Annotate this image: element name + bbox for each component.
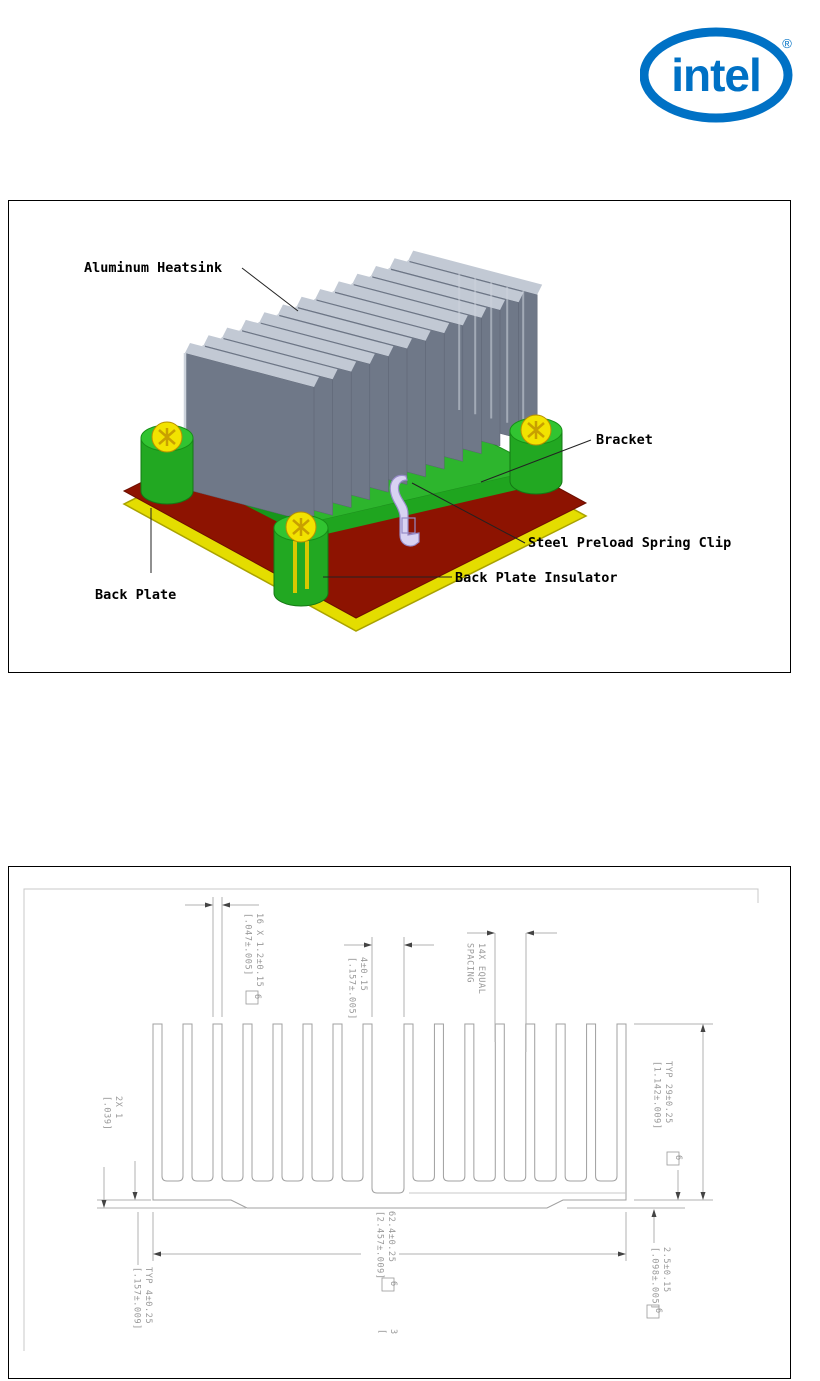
svg-text:[2.457±.009]: [2.457±.009] <box>374 1211 385 1280</box>
svg-text:SPACING: SPACING <box>464 943 475 984</box>
dim-fin-width <box>185 897 264 1017</box>
svg-text:6: 6 <box>388 1281 398 1287</box>
label-back-plate: Back Plate <box>95 587 177 603</box>
label-bracket: Bracket <box>596 432 653 448</box>
svg-text:[.157±.009]: [.157±.009] <box>131 1267 142 1330</box>
svg-text:14X EQUAL: 14X EQUAL <box>476 943 486 995</box>
dim-pedestal-step <box>97 1096 246 1208</box>
svg-text:TYP 4±0.25: TYP 4±0.25 <box>143 1267 153 1325</box>
svg-text:2.5±0.15: 2.5±0.15 <box>661 1247 671 1293</box>
intel-logo-text: intel <box>671 49 761 101</box>
heatsink-profile-outline <box>153 1024 626 1208</box>
label-back-plate-insulator: Back Plate Insulator <box>455 570 618 586</box>
svg-text:[1.142±.009]: [1.142±.009] <box>651 1061 662 1130</box>
clipped-annotation <box>377 1329 399 1335</box>
figure-heatsink-assembly <box>8 200 791 673</box>
dim-fin-height <box>634 1024 713 1200</box>
svg-text:[.047±.005]: [.047±.005] <box>242 913 253 976</box>
leader-heatsink <box>242 268 298 311</box>
dim-overall-width <box>153 1211 626 1291</box>
svg-text:16 X 1.2±0.15: 16 X 1.2±0.15 <box>254 913 264 988</box>
svg-text:6: 6 <box>673 1155 683 1161</box>
registered-mark: ® <box>782 36 792 51</box>
svg-text:[.039]: [.039] <box>101 1096 112 1131</box>
label-aluminum-heatsink: Aluminum Heatsink <box>84 260 223 276</box>
heatsink-assembly-illustration <box>9 201 790 672</box>
svg-text:2X 1: 2X 1 <box>113 1096 123 1119</box>
svg-text:3: 3 <box>388 1329 398 1335</box>
svg-text:62.4±0.25: 62.4±0.25 <box>386 1211 396 1263</box>
svg-text:[: [ <box>376 1329 387 1335</box>
intel-logo <box>640 26 800 126</box>
standoff-front <box>274 512 328 606</box>
svg-text:TYP 29±0.25: TYP 29±0.25 <box>663 1061 673 1124</box>
svg-text:6: 6 <box>252 994 262 1000</box>
dim-equal-spacing <box>465 931 558 1053</box>
svg-text:6: 6 <box>653 1308 663 1314</box>
figure-heatsink-drawing <box>8 866 791 1379</box>
svg-text:4±0.15: 4±0.15 <box>358 957 368 992</box>
standoff-left <box>141 422 193 504</box>
label-spring-clip: Steel Preload Spring Clip <box>528 535 732 551</box>
svg-text:[.157±.005]: [.157±.005] <box>346 957 357 1020</box>
dim-center-gap <box>344 937 434 1020</box>
heatsink-cad-drawing <box>9 867 788 1376</box>
svg-text:[.098±.005]: [.098±.005] <box>649 1247 660 1310</box>
intel-logo-graphic <box>640 26 800 126</box>
dim-base-thickness <box>132 1212 154 1330</box>
